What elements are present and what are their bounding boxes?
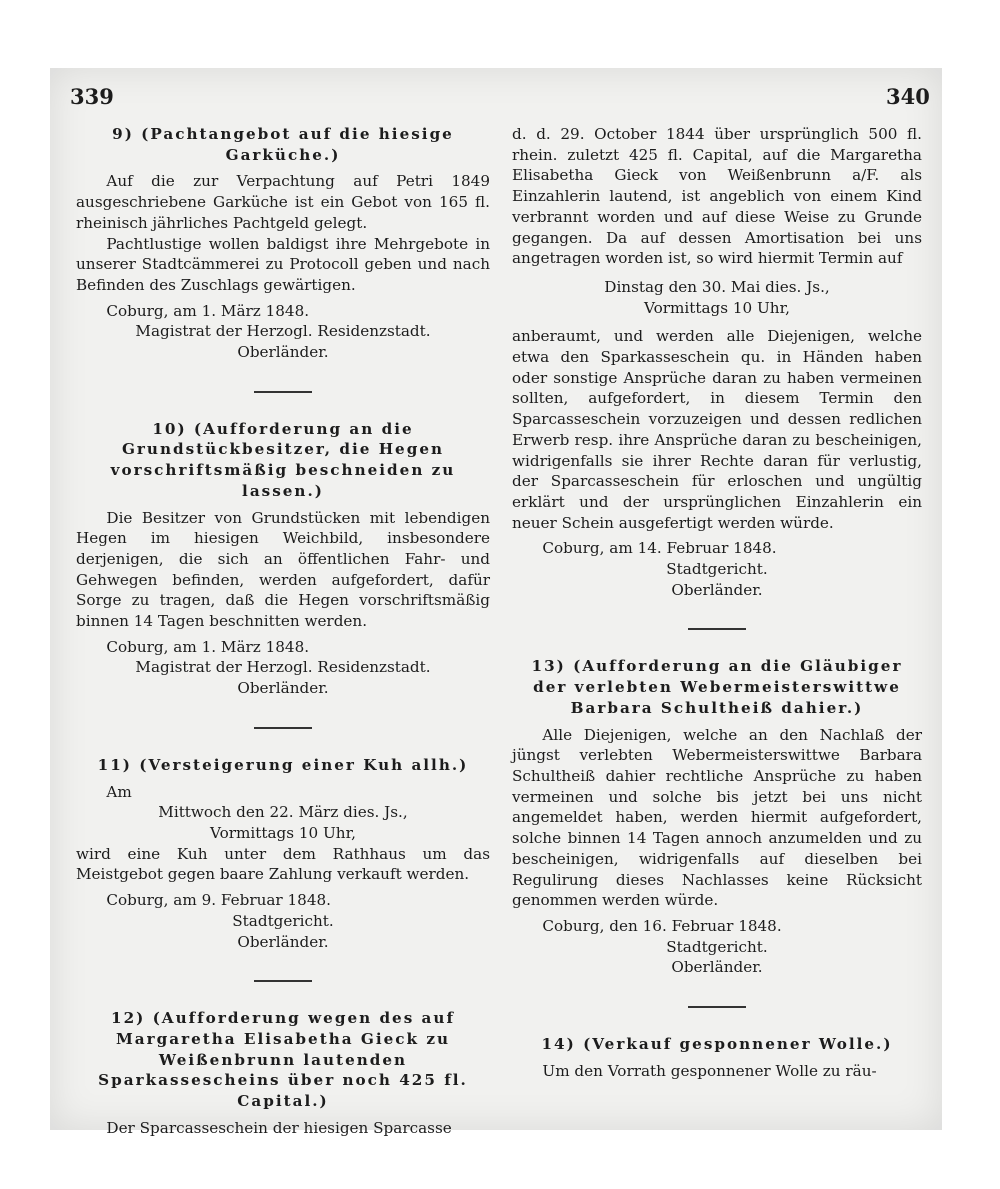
notice-12-continued [512,124,922,600]
notice-heading: 14) (Verkauf gesponnener Wolle.) [541,1035,893,1054]
notice-signature: Oberländer. [671,958,763,977]
notice-heading: 10) (Aufforderung an die Grundstückbesitzer, die Hegen vorschriftsmäßig beschneiden zu lassen.) [110,419,456,500]
notice-authority: Stadtgericht. [666,560,768,579]
notice-14 [512,1034,922,1081]
notice-authority: Stadtgericht. [232,911,334,930]
notice-date: Coburg, am 14. Februar 1848. [542,539,777,558]
notice-date: Coburg, am 1. März 1848. [106,301,310,320]
section-separator [688,1006,746,1008]
notice-body: Die Besitzer von Grundstücken mit lebendigen Hegen im hiesigen Weichbild, insbesondere derjenigen, die sich an öffentlichen Fahr- und Gehwegen befinden, werden aufgefordert, dafür Sorge zu tragen, daß die Hegen vorschriftsmäßig binnen 14 Tagen beschnitten werden. [76,508,490,631]
notice-heading: 9) (Pachtangebot auf die hiesige Garküche.) [112,125,454,164]
page-number-left: 339 [70,84,114,109]
notice-12 [76,1008,490,1138]
left-column [76,124,490,1138]
notice-heading: 13) (Aufforderung an die Gläubiger der verlebten Webermeisterswittwe Barbara Schultheiß dahier.) [531,657,903,717]
page-number-right: 340 [886,84,930,109]
notice-date-line: Dinstag den 30. Mai dies. Js., [604,277,830,296]
notice-date-line: Mittwoch den 22. März dies. Js., [158,803,408,822]
notice-body: anberaumt, und werden alle Diejenigen, welche etwa den Sparkasseschein qu. in Händen haben oder sonstige Ansprüche daran zu haben vermeinen sollten, aufgefordert, in diesem Termin den Sparcasseschein vorzuzeigen und dessen redlichen Erwerb resp. ihre Ansprüche daran zu bescheinigen, widrigenfalls sie ihrer Rechte daran für verlustig, der Sparcasseschein für erloschen und ungültig erklärt und der ursprünglichen Einzahlerin ein neuer Schein ausgefertigt werden würde. [512,327,922,532]
notice-date: Coburg, am 9. Februar 1848. [106,891,331,910]
notice-13 [512,656,922,978]
notice-9 [76,124,490,363]
notice-authority: Stadtgericht. [666,937,768,956]
section-separator [688,628,746,630]
notice-body: Am [106,782,132,801]
notice-date: Coburg, den 16. Februar 1848. [542,916,782,935]
section-separator [254,391,312,393]
notice-heading: 12) (Aufforderung wegen des auf Margaretha Elisabetha Gieck zu Weißenbrunn lautenden Sparkassescheins über noch 425 fl. Capital.) [98,1009,468,1111]
notice-11 [76,755,490,952]
notice-signature: Oberländer. [237,343,329,362]
notice-body: d. d. 29. October 1844 über ursprünglich 500 fl. rhein. zuletzt 425 fl. Capital, auf die Margaretha Elisabetha Gieck von Weißenbrunn a/F. als Einzahlerin lautend, ist angeblich von einem Kind verbrannt worden und auf diese Weise zu Grunde gegangen. Da auf dessen Amortisation bei uns angetragen worden ist, so wird hiermit Termin auf [512,125,922,268]
notice-signature: Oberländer. [671,580,763,599]
section-separator [254,980,312,982]
notice-heading: 11) (Versteigerung einer Kuh allh.) [97,755,469,774]
notice-time-line: Vormittags 10 Uhr, [210,823,356,842]
notice-time-line: Vormittags 10 Uhr, [644,298,790,317]
notice-body: Um den Vorrath gesponnener Wolle zu räu- [542,1061,877,1080]
spacer [512,269,922,277]
notice-body: Pachtlustige wollen baldigst ihre Mehrgebote in unserer Stadtcämmerei zu Protocoll geben und nach Befinden des Zuschlags gewärtigen. [76,234,490,294]
notice-signature: Oberländer. [237,932,329,951]
notice-body: Der Sparcasseschein der hiesigen Sparcasse [106,1118,452,1137]
section-separator [254,727,312,729]
notice-authority: Magistrat der Herzogl. Residenzstadt. [135,322,431,341]
notice-body: wird eine Kuh unter dem Rathhaus um das Meistgebot gegen baare Zahlung verkauft werden. [76,844,490,884]
notice-body: Alle Diejenigen, welche an den Nachlaß der jüngst verlebten Webermeisterswittwe Barbara Schultheiß dahier rechtliche Ansprüche zu haben vermeinen und solche bis jetzt bei uns nicht angemeldet haben, werden hiermit aufgefordert, solche binnen 14 Tagen annoch anzumelden und zu bescheinigen, widrigenfalls auf dieselben bei Regulirung dieses Nachlasses keine Rücksicht genommen werden würde. [512,725,922,910]
spacer [512,318,922,326]
notice-date: Coburg, am 1. März 1848. [106,637,310,656]
right-column [512,124,922,1081]
notice-10 [76,419,490,699]
notice-body: Auf die zur Verpachtung auf Petri 1849 ausgeschriebene Garküche ist ein Gebot von 165 fl. rheinisch jährliches Pachtgeld gelegt. [76,172,490,232]
notice-signature: Oberländer. [237,679,329,698]
notice-authority: Magistrat der Herzogl. Residenzstadt. [135,658,431,677]
